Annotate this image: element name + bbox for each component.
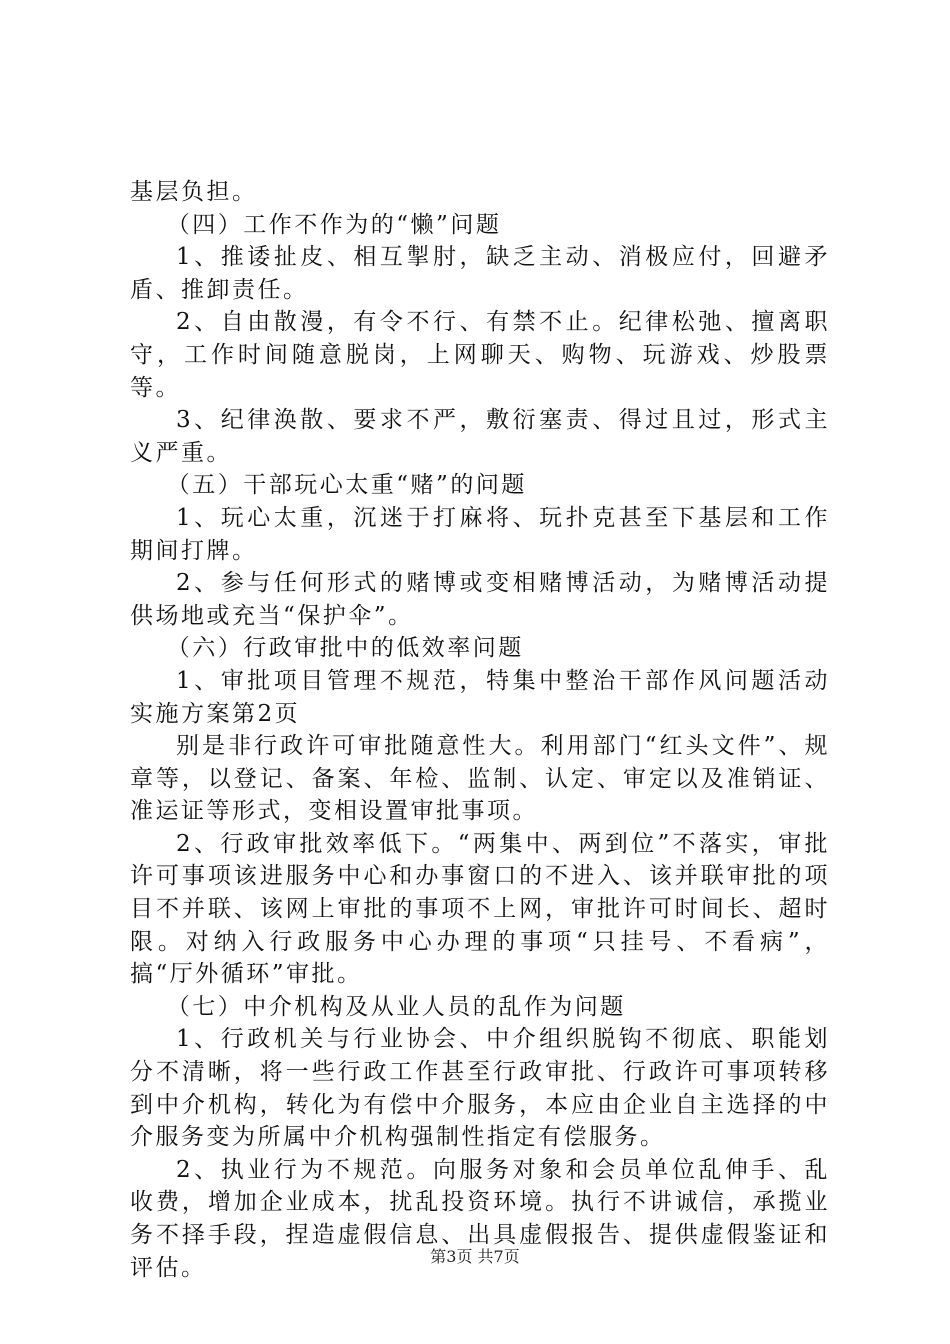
paragraph: 2、行政审批效率低下。“两集中、两到位”不落实，审批许可事项该进服务中心和办事窗口的不进入、该并联审批的项目不并联、该网上审批的事项不上网，审批许可时间长、超时限。对纳入行政服务中心办理的事项“只挂号、不看病”，搞“厅外循环”审批。 xyxy=(130,830,830,988)
paragraph: 别是非行政许可审批随意性大。利用部门“红头文件”、规章等，以登记、备案、年检、监制、认定、审定以及准销证、准运证等形式，变相设置审批事项。 xyxy=(130,733,830,825)
page-footer: 第3页 共7页 xyxy=(430,1247,520,1266)
paragraph: 2、执业行为不规范。向服务对象和会员单位乱伸手、乱收费，增加企业成本，扰乱投资环境。执行不讲诚信，承揽业务不择手段，捏造虚假信息、出具虚假报告、提供虚假鉴证和评估。 xyxy=(130,1156,830,1281)
paragraph: 1、玩心太重，沉迷于打麻将、玩扑克甚至下基层和工作期间打牌。 xyxy=(130,504,830,564)
paragraph: 1、推诿扯皮、相互掣肘，缺乏主动、消极应付，回避矛盾、推卸责任。 xyxy=(130,244,830,303)
paragraph: 2、参与任何形式的赌博或变相赌博活动，为赌博活动提供场地或充当“保护伞”。 xyxy=(130,570,830,629)
paragraph: 基层负担。 xyxy=(130,179,258,205)
section-heading: （四）工作不作为的“懒”问题 xyxy=(166,211,502,238)
paragraph: 1、审批项目管理不规范，特集中整治干部作风问题活动实施方案第2页 xyxy=(130,667,830,727)
document-body xyxy=(130,176,830,1284)
paragraph: 3、纪律涣散、要求不严，敷衍塞责、得过且过，形式主义严重。 xyxy=(130,407,830,466)
section-heading: （七）中介机构及从业人员的乱作为问题 xyxy=(166,993,626,1020)
paragraph: 2、自由散漫，有令不行、有禁不止。纪律松弛、擅离职守，工作时间随意脱岗，上网聊天、购物、玩游戏、炒股票等。 xyxy=(130,309,830,401)
section-heading: （六）行政审批中的低效率问题 xyxy=(166,635,524,662)
paragraph: 1、行政机关与行业协会、中介组织脱钩不彻底、职能划分不清晰，将一些行政工作甚至行政审批、行政许可事项转移到中介机构，转化为有偿中介服务，本应由企业自主选择的中介服务变为所属中介机构强制性指定有偿服务。 xyxy=(130,1026,830,1151)
section-heading: （五）干部玩心太重“赌”的问题 xyxy=(166,472,527,499)
